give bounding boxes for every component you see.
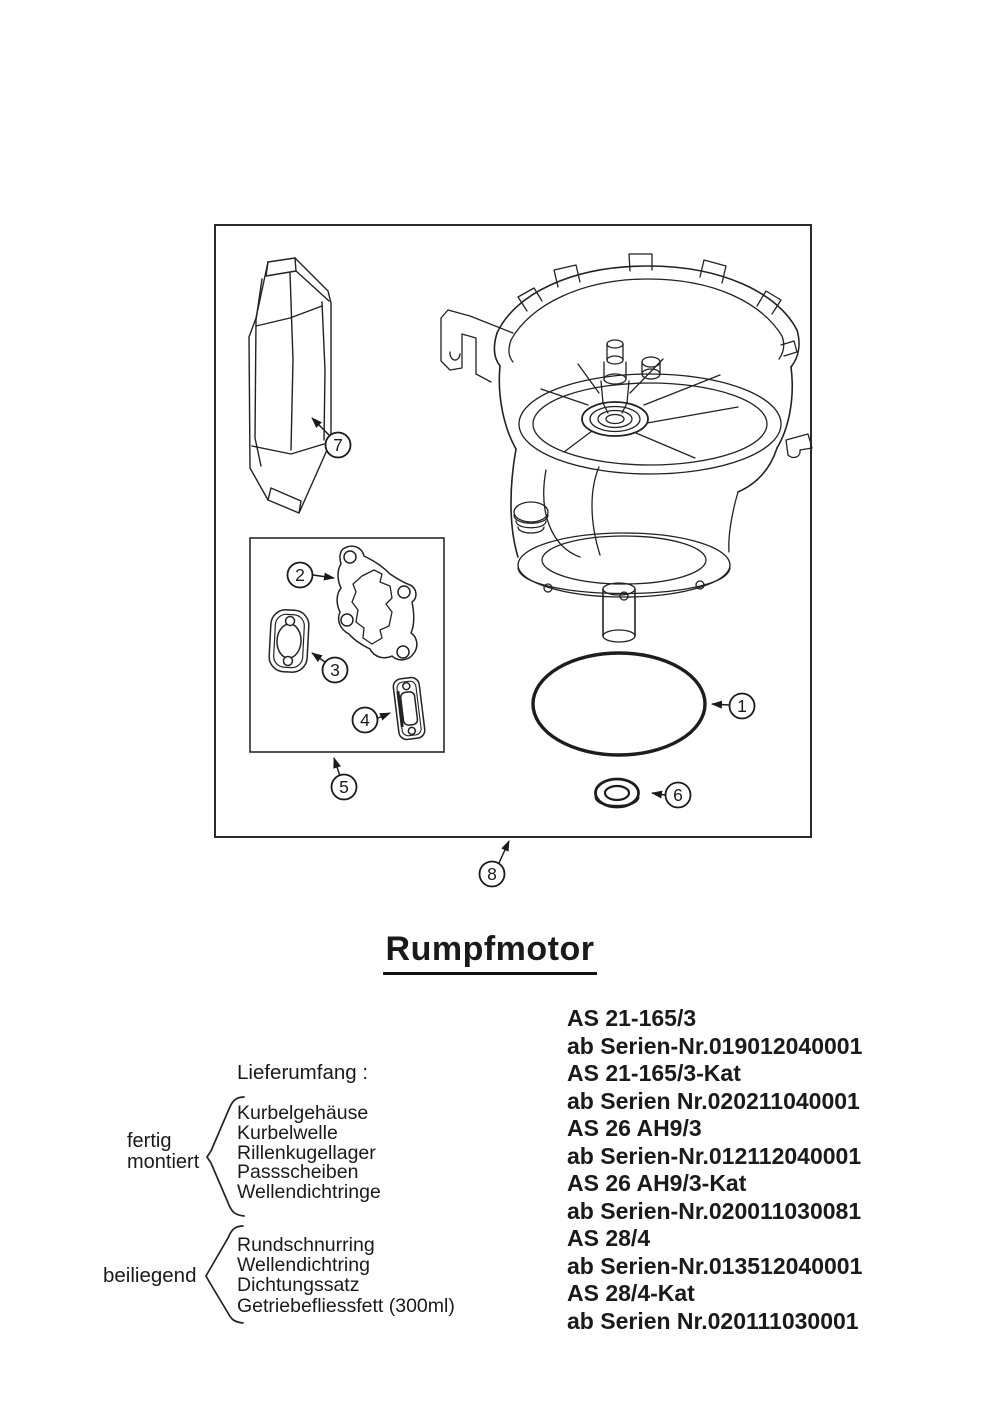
list-item: Rundschnurring — [237, 1234, 375, 1256]
callout-5 — [332, 758, 357, 800]
group1-label-line1: fertig — [127, 1130, 172, 1152]
delivery-heading: Lieferumfang : — [237, 1061, 369, 1084]
part-4-exhaust-gasket — [392, 677, 425, 741]
group2-items — [237, 1235, 455, 1316]
gasket-set-box — [250, 538, 444, 752]
model-serial: ab Serien-Nr.013512040001 — [567, 1252, 863, 1279]
part-7-baffle-plate — [249, 258, 331, 513]
list-item: Rillenkugellager — [237, 1141, 376, 1164]
callout-6-number: 6 — [673, 785, 683, 805]
group2-label: beiliegend — [103, 1264, 197, 1287]
part-3-flange-gasket — [268, 609, 309, 673]
model-name: AS 28/4-Kat — [567, 1280, 695, 1306]
model-name: AS 21-165/3-Kat — [567, 1060, 741, 1086]
part-1-o-ring — [533, 653, 705, 755]
engine-assembly-drawing — [441, 254, 812, 642]
list-item: Wellendichtringe — [237, 1181, 381, 1204]
callouts — [288, 418, 755, 887]
model-serial: ab Serien-Nr.019012040001 — [567, 1032, 863, 1059]
callout-2-number: 2 — [295, 565, 305, 585]
callout-8 — [480, 841, 510, 887]
model-serial: ab Serien Nr.020111030001 — [567, 1307, 859, 1334]
page-title-wrap — [340, 930, 640, 975]
callout-1-number: 1 — [737, 696, 747, 716]
model-name: AS 26 AH9/3 — [567, 1115, 702, 1141]
callout-2 — [288, 563, 335, 588]
part-2-crankcase-gasket — [337, 546, 417, 660]
group1-label-line2: montiert — [127, 1150, 200, 1173]
page-title: Rumpfmotor — [383, 930, 598, 975]
list-item: Dichtungssatz — [237, 1274, 360, 1297]
model-serial: ab Serien Nr.020211040001 — [567, 1087, 860, 1114]
callout-8-number: 8 — [487, 864, 497, 884]
list-item: Getriebefliessfett (300ml) — [237, 1294, 455, 1317]
model-serial-list — [567, 1005, 862, 1335]
callout-3 — [312, 653, 348, 683]
model-name: AS 28/4 — [567, 1225, 651, 1251]
callout-6 — [652, 783, 691, 808]
callout-4-number: 4 — [360, 710, 370, 730]
list-item: Wellendichtring — [237, 1254, 370, 1277]
list-item: Kurbelwelle — [237, 1121, 338, 1144]
callout-1 — [712, 694, 755, 719]
callout-4 — [353, 708, 391, 733]
list-item: Kurbelgehäuse — [237, 1102, 369, 1124]
model-serial: ab Serien-Nr.020011030081 — [567, 1197, 862, 1224]
callout-7-number: 7 — [333, 435, 343, 455]
model-name: AS 21-165/3 — [567, 1005, 697, 1031]
list-item: Passscheiben — [237, 1161, 359, 1184]
group1-label — [127, 1131, 199, 1172]
group1-items — [237, 1104, 381, 1203]
model-serial: ab Serien-Nr.012112040001 — [567, 1142, 862, 1169]
model-name: AS 26 AH9/3-Kat — [567, 1170, 747, 1196]
callout-3-number: 3 — [330, 660, 340, 680]
callout-5-number: 5 — [339, 777, 349, 797]
part-6-shaft-seal — [596, 779, 639, 807]
